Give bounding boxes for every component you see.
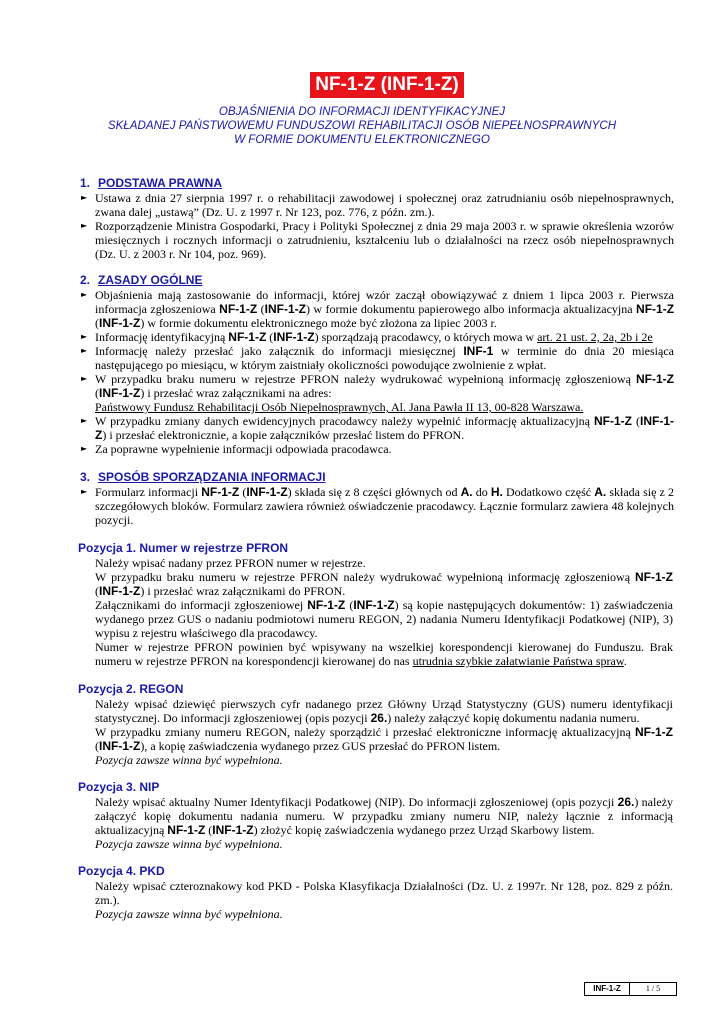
section-2-list bbox=[78, 288, 674, 456]
list-item: ► Objaśnienia mają zastosowanie do informacji, której wzór zaczął obowiązywać z dniem 1 lipca 2003 r. Pierwsza informacja zgłoszeniowa NF-1-Z (INF-1-Z) w formie dokumentu papierowego albo informacja aktualizacyjna NF-1-Z (INF-1-Z) w formie dokumentu elektronicznego może być złożona za lipiec 2003 r. bbox=[81, 288, 675, 330]
bullet-arrow-icon: ► bbox=[81, 346, 88, 355]
page-footer bbox=[584, 982, 677, 996]
section-1-list bbox=[78, 191, 674, 261]
bullet-arrow-icon: ► bbox=[81, 416, 88, 425]
subtitle-line-3: W FORMIE DOKUMENTU ELEKTRONICZNEGO bbox=[234, 133, 490, 146]
section-2-heading bbox=[80, 273, 202, 287]
list-item: ► Za poprawne wypełnienie informacji odpowiada pracodawca. bbox=[81, 442, 392, 456]
position-1-heading: Pozycja 1. Numer w rejestrze PFRON bbox=[78, 541, 289, 555]
pfron-address: Państwowy Fundusz Rehabilitacji Osób Niepełnosprawnych, Al. Jana Pawła II 13, 00-828 Warszawa. bbox=[95, 400, 584, 414]
list-item: ► W przypadku zmiany danych ewidencyjnych pracodawcy należy wypełnić informację aktualizacyjną NF-1-Z (INF-1-Z) i przesłać elektronicznie, a kopie załączników przesłać listem do PFRON. bbox=[81, 414, 675, 442]
bullet-arrow-icon: ► bbox=[81, 290, 88, 299]
bullet-arrow-icon: ► bbox=[81, 487, 88, 496]
document-subtitle bbox=[60, 105, 664, 147]
list-item: ► Formularz informacji NF-1-Z (INF-1-Z) składa się z 8 części głównych od A. do H. Dodatkowo część A. składa się z 2 szczegółowych bloków. Formularz zawiera również oświadczenie pracodawcy. Łącznie formularz zawiera 48 kolejnych pozycji. bbox=[81, 485, 675, 527]
subtitle-line-2: SKŁADANEJ PAŃSTWOWEMU FUNDUSZOWI REHABILITACJI OSÓB NIEPEŁNOSPRAWNYCH bbox=[107, 119, 617, 132]
position-3-heading: Pozycja 3. NIP bbox=[78, 780, 160, 794]
position-3-text: Należy wpisać aktualny Numer Identyfikacji Podatkowej (NIP). Do informacji zgłoszeniowej (opis pozycji 26.) należy załączyć kopię dokumentu nadania numeru. W przypadku zmiany numeru NIP, należy łącznie z informacją aktualizacyjną NF-1-Z (INF-1-Z) złożyć kopię zaświadczenia wydanego przez Urząd Skarbowy listem. Pozycja zawsze winna być wypełniona. bbox=[95, 795, 673, 851]
list-item: ► Informację należy przesłać jako załącznik do informacji miesięcznej INF-1 w terminie do dnia 20 miesiąca następującego po miesiącu, w którym zaistniały okoliczności powodujące zwolnienie z wpłat. bbox=[81, 344, 674, 372]
bullet-arrow-icon: ► bbox=[81, 193, 88, 202]
position-4-text: Należy wpisać czteroznakowy kod PKD - Polska Klasyfikacja Działalności (Dz. U. z 1997r. Nr 128, poz. 829 z późn. zm.). Pozycja zawsze winna być wypełniona. bbox=[95, 879, 673, 921]
page-number: 1 / 5 bbox=[645, 984, 661, 993]
section-number: 2. bbox=[80, 273, 91, 287]
section-1-heading bbox=[80, 176, 222, 190]
bullet-arrow-icon: ► bbox=[81, 332, 88, 341]
list-item: ► Informację identyfikacyjną NF-1-Z (INF-1-Z) sporządzają pracodawcy, o których mowa w art. 21 ust. 2, 2a, 2b i 2e bbox=[81, 330, 653, 344]
section-title: PODSTAWA PRAWNA bbox=[98, 176, 223, 190]
position-1-text: Należy wpisać nadany przez PFRON numer w rejestrze. W przypadku braku numeru w rejestrze PFRON należy wydrukować wypełnioną informację zgłoszeniową NF-1-Z (INF-1-Z) i przesłać wraz załącznikami do PFRON. Załącznikami do informacji zgłoszeniowej NF-1-Z (INF-1-Z) są kopie następujących dokumentów: 1) zaświadczenia wydanego przez GUS o nadaniu podmiotowi numeru REGON, 2) nadania Numeru Identyfikacji Podatkowej (NIP), 3) wypisu z rejestru właściwego dla pracodawcy. Numer w rejestrze PFRON powinien być wpisywany na wszelkiej korespondencji kierowanej do Funduszu. Brak numeru w rejestrze PFRON na korespondencji kierowanej do nas utrudnia szybkie załatwianie Państwa spraw. bbox=[95, 556, 674, 668]
form-title: NF-1-Z (INF-1-Z) bbox=[310, 72, 464, 98]
bullet-arrow-icon: ► bbox=[81, 374, 88, 383]
subtitle-line-1: OBJAŚNIENIA DO INFORMACJI IDENTYFIKACYJNEJ bbox=[218, 105, 506, 118]
list-item: ► Ustawa z dnia 27 sierpnia 1997 r. o rehabilitacji zawodowej i społecznej oraz zatrudnianiu osób niepełnosprawnych, zwana dalej „ustawą” (Dz. U. z 1997 r. Nr 123, poz. 776, z późn. zm.). bbox=[81, 191, 674, 219]
section-number: 3. bbox=[80, 470, 91, 484]
position-2-text: Należy wpisać dziewięć pierwszych cyfr nadanego przez Główny Urząd Statystyczny (GUS) numeru identyfikacji statystycznej. Do informacji zgłoszeniowej (opis pozycji 26.) należy załączyć kopię dokumentu nadania numeru. W przypadku zmiany numeru REGON, należy sporządzić i przesłać elektroniczne informację aktualizacyjną NF-1-Z (INF-1-Z), a kopię zaświadczenia wydanego przez GUS przesłać do PFRON listem. Pozycja zawsze winna być wypełniona. bbox=[95, 697, 673, 767]
section-3-heading bbox=[80, 470, 326, 484]
bullet-arrow-icon: ► bbox=[81, 444, 88, 453]
position-4-heading: Pozycja 4. PKD bbox=[78, 864, 165, 878]
list-item: ► Rozporządzenie Ministra Gospodarki, Pracy i Polityki Społecznej z dnia 29 maja 2003 r. w sprawie określenia wzorów miesięcznych i rocznych informacji o zatrudnieniu, kształceniu lub o działalności na rzecz osób niepełnosprawnych (Dz. U. z 2003 r. Nr 104, poz. 969). bbox=[81, 219, 674, 261]
section-title: ZASADY OGÓLNE bbox=[98, 273, 203, 287]
footer-form-code: INF-1-Z bbox=[585, 983, 630, 995]
section-3-list bbox=[78, 485, 674, 527]
bullet-arrow-icon: ► bbox=[81, 221, 88, 230]
section-number: 1. bbox=[80, 176, 91, 190]
legal-reference-link[interactable]: art. 21 ust. 2, 2a, 2b i 2e bbox=[537, 330, 653, 344]
section-title: SPOSÓB SPORZĄDZANIA INFORMACJI bbox=[98, 470, 326, 484]
position-2-heading: Pozycja 2. REGON bbox=[78, 682, 184, 696]
list-item: ► W przypadku braku numeru w rejestrze PFRON należy wydrukować wypełnioną informację zgłoszeniową NF-1-Z (INF-1-Z) i przesłać wraz załącznikami na adres: Państwowy Fundusz Rehabilitacji Osób Niepełnosprawnych, Al. Jana Pawła II 13, 00-828 Warszawa. bbox=[81, 372, 674, 414]
